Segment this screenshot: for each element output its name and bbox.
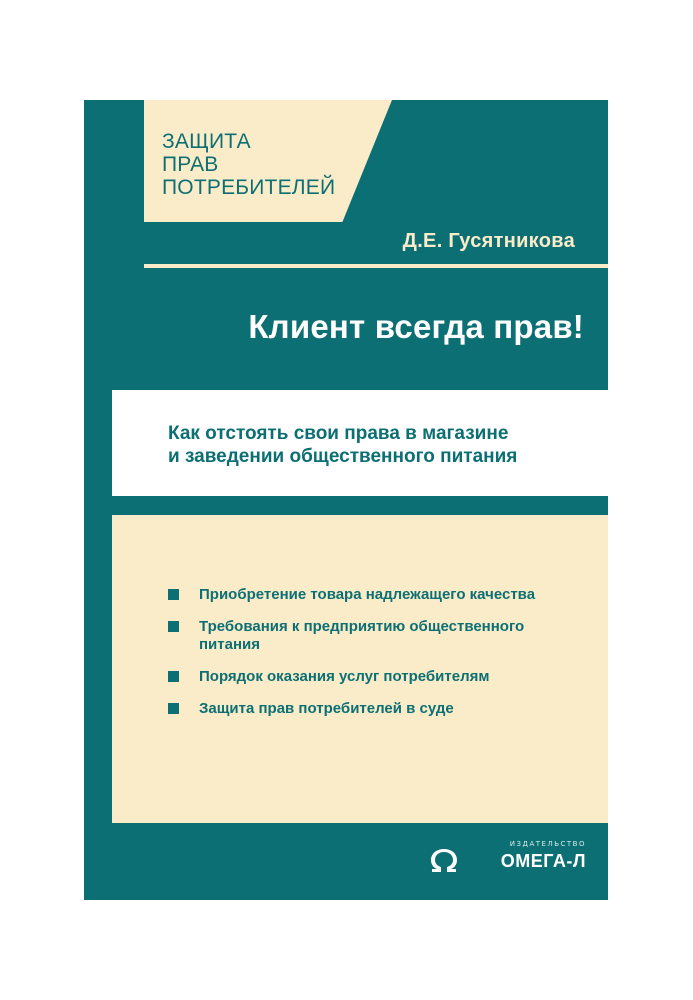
- features-panel: [112, 515, 608, 823]
- feature-item: [168, 618, 578, 654]
- series-title: [162, 130, 335, 199]
- square-bullet-icon: [168, 671, 179, 682]
- series-title-line-2: ПРАВ: [162, 153, 219, 176]
- square-bullet-icon: [168, 621, 179, 632]
- feature-text: Требования к предприятию общественного питания: [199, 618, 525, 653]
- feature-text: Защита прав потребителей в суде: [199, 700, 454, 717]
- publisher-name: ОМЕГА-Л: [500, 851, 586, 871]
- author-name: Д.Е. Гусятникова: [402, 230, 575, 252]
- divider-line: [144, 264, 608, 268]
- feature-item: [168, 700, 578, 718]
- feature-item: [168, 668, 578, 686]
- book-title: Клиент всегда прав!: [248, 308, 584, 345]
- series-title-line-3: ПОТРЕБИТЕЛЕЙ: [162, 176, 336, 199]
- series-title-line-1: ЗАЩИТА: [162, 130, 251, 153]
- square-bullet-icon: [168, 703, 179, 714]
- subtitle-line-2: и заведении общественного питания: [168, 446, 518, 467]
- feature-text: Приобретение товара надлежащего качества: [199, 586, 536, 603]
- publisher-logo: [428, 840, 588, 880]
- publisher-small-label: ИЗДАТЕЛЬСТВО: [509, 840, 586, 848]
- feature-list: [168, 586, 578, 732]
- square-bullet-icon: [168, 589, 179, 600]
- subtitle-band: [112, 390, 608, 496]
- subtitle-line-1: Как отстоять свои права в магазине: [168, 423, 509, 444]
- feature-item: [168, 586, 578, 604]
- omega-publisher-logo-icon: [428, 846, 460, 874]
- book-cover: [84, 100, 608, 900]
- feature-text: Порядок оказания услуг потребителям: [199, 668, 490, 685]
- book-subtitle: [168, 422, 517, 468]
